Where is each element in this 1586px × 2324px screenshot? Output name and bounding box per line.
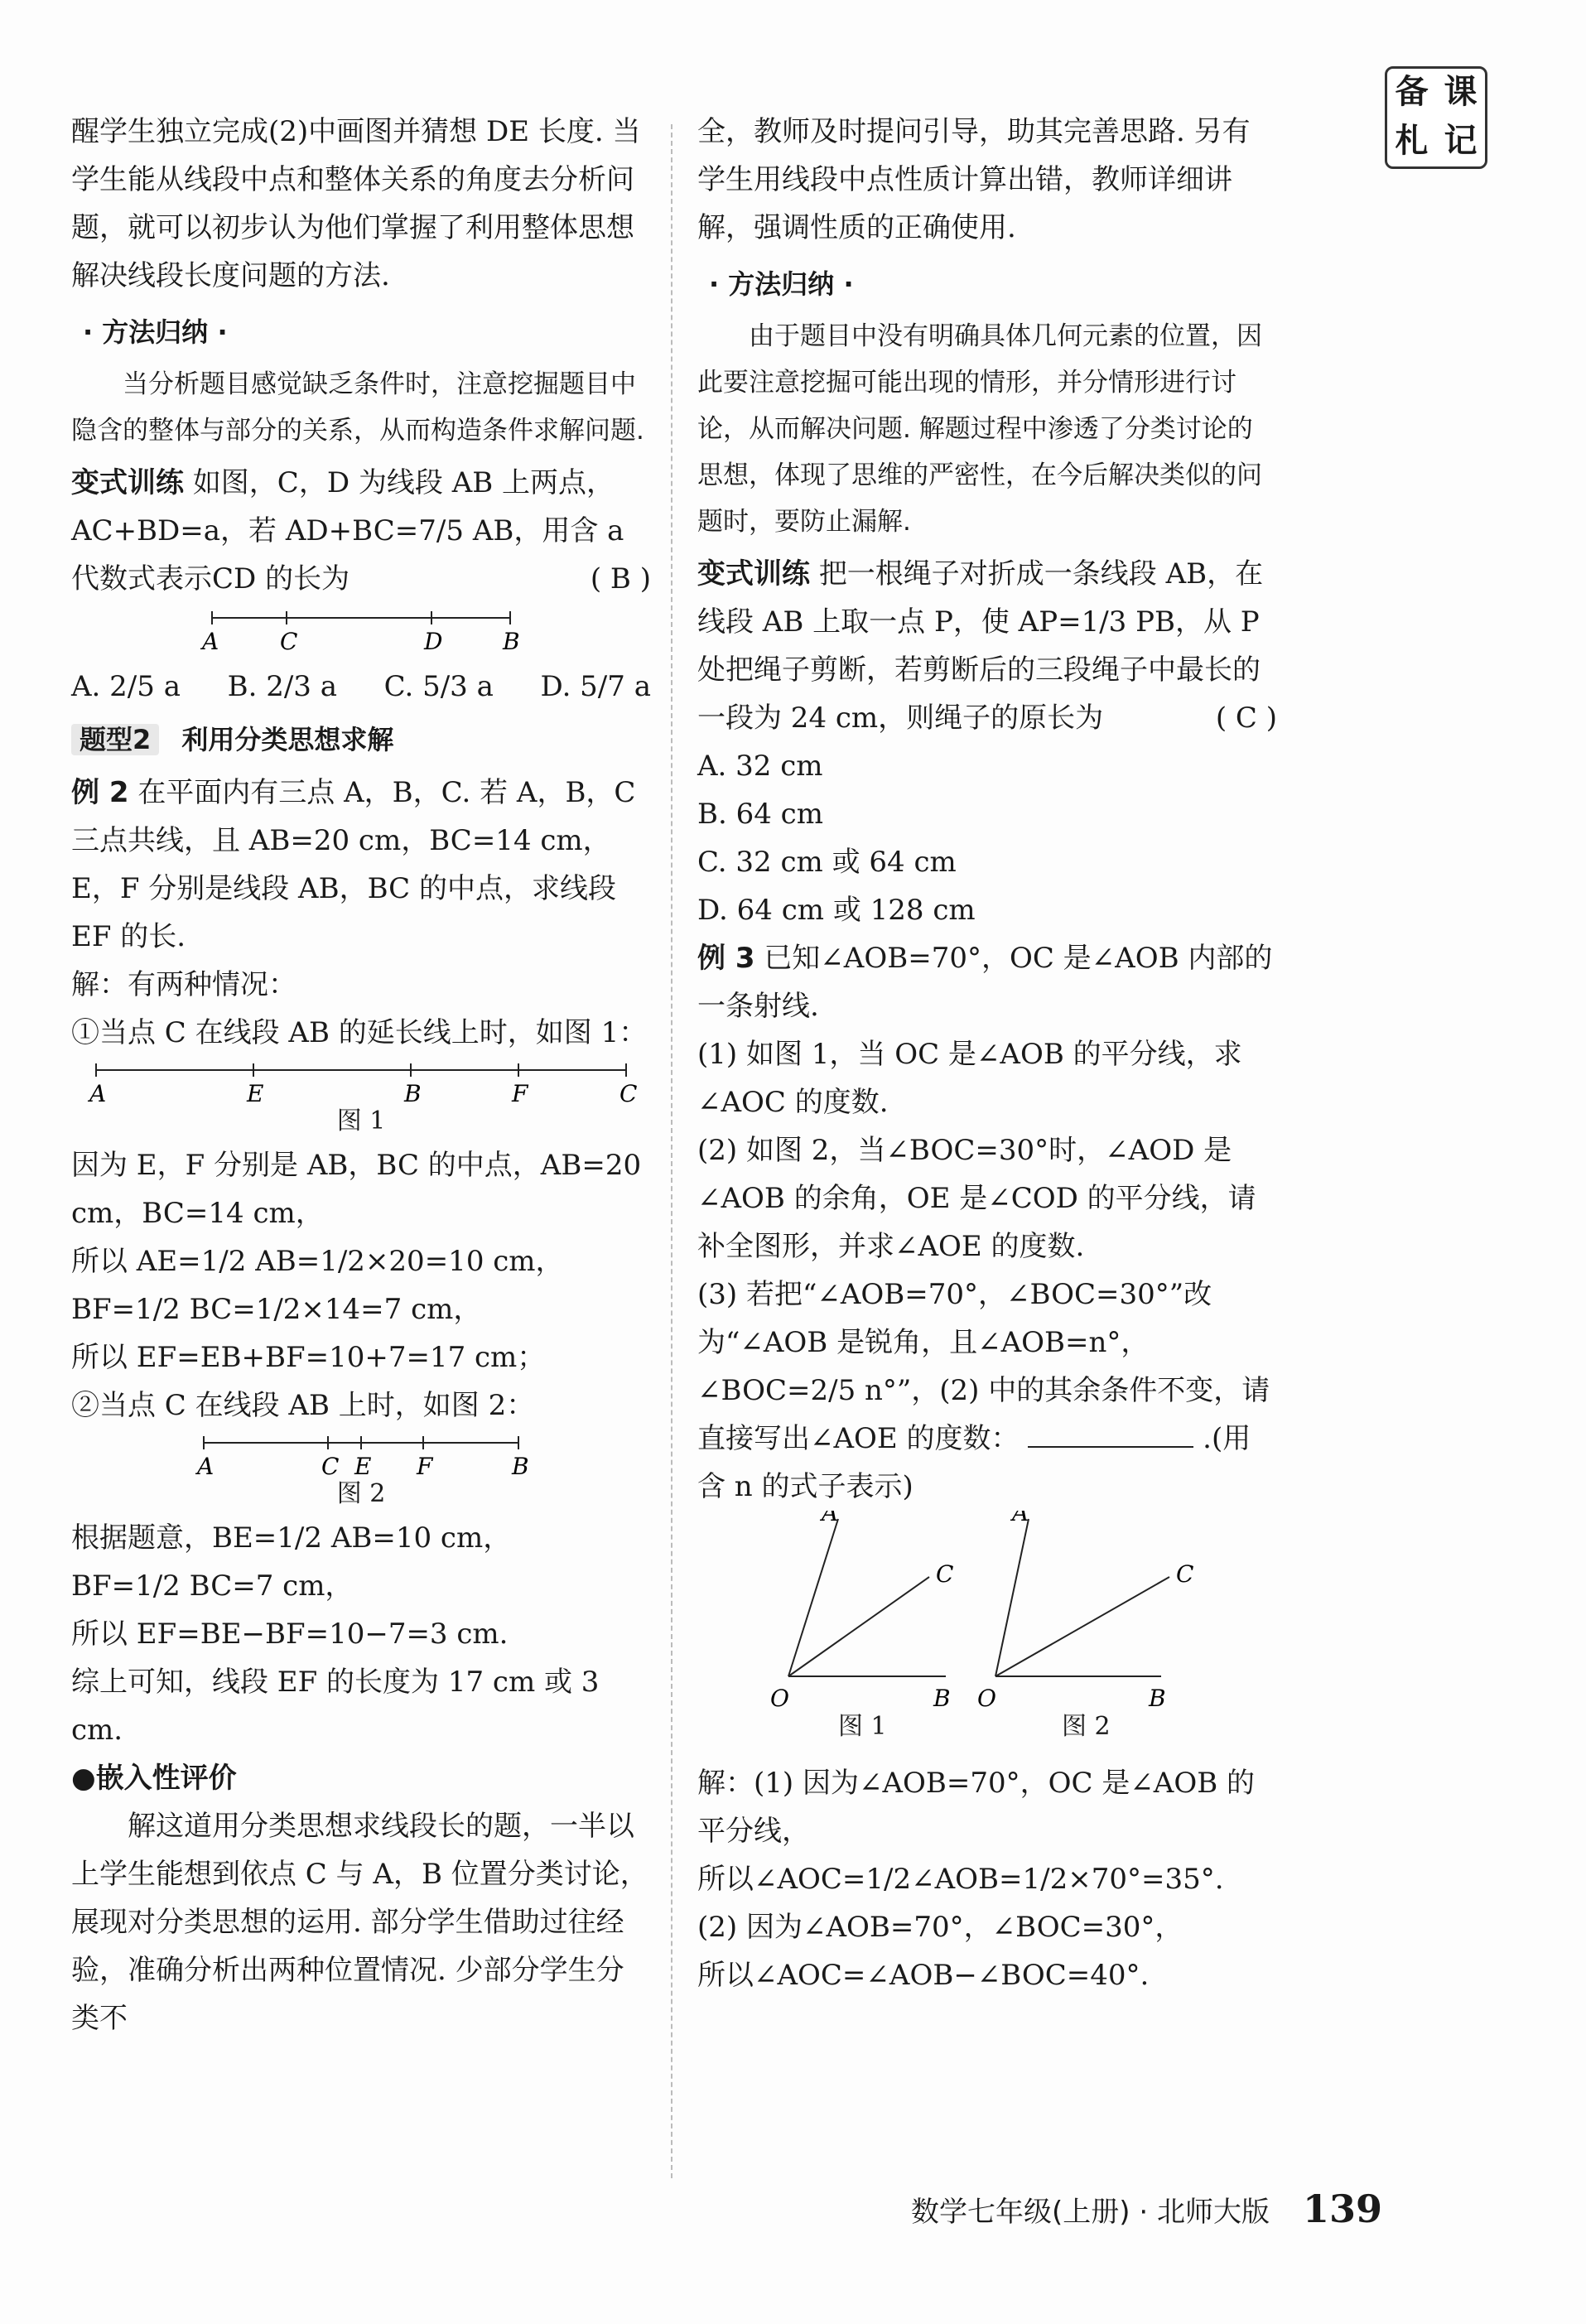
- point-label: C: [936, 1560, 954, 1588]
- question-2: (2) 如图 2，当∠BOC=30°时，∠AOD 是∠AOB 的余角，OE 是∠COD 的平分线，请补全图形，并求∠AOE 的度数.: [697, 1134, 1256, 1263]
- variant-text: 如图，C，D 为线段 AB 上两点，AC+BD=a，若 AD+BC=7/5 AB，用含 a 代数式表示CD 的长为: [71, 466, 624, 595]
- figure-1: [71, 1062, 651, 1136]
- book-title: 数学七年级(上册) · 北师大版: [911, 2195, 1270, 2229]
- point-label: B: [512, 1453, 529, 1480]
- point-label: B: [503, 628, 520, 655]
- solution-line: 所以∠AOC=1/2∠AOB=1/2×70°=35°.: [697, 1863, 1224, 1896]
- type-heading: [71, 716, 651, 764]
- left-column: [71, 108, 651, 2042]
- point-label: B: [933, 1685, 951, 1712]
- page-footer: [911, 2187, 1491, 2231]
- point-label: B: [1149, 1685, 1166, 1712]
- method-summary-text: 当分析题目感觉缺乏条件时，注意挖掘题目中隐含的整体与部分的关系，从而构造条件求解问题.: [71, 369, 644, 446]
- column-divider: [671, 124, 672, 2178]
- point-label: C: [619, 1080, 638, 1107]
- example-3: [697, 934, 1277, 1030]
- method-summary-title: · 方法归纳 ·: [709, 268, 854, 300]
- segment-figure: [71, 608, 651, 658]
- point-label: A: [89, 1080, 107, 1107]
- figure-2: [71, 1434, 651, 1509]
- point-label: D: [424, 628, 443, 655]
- angle-figure-2: [977, 1511, 1193, 1712]
- angle-diagram: [697, 1511, 1277, 1726]
- stamp-char: 札: [1395, 122, 1429, 160]
- example-text: 已知∠AOB=70°，OC 是∠AOB 内部的一条射线.: [697, 942, 1273, 1023]
- case-2: ②当点 C 在线段 AB 上时，如图 2：: [71, 1389, 535, 1422]
- segment-diagram-2: [71, 1434, 651, 1481]
- page-number: 139: [1302, 2187, 1382, 2231]
- point-label: A: [1012, 1511, 1029, 1526]
- point-label: A: [197, 1453, 215, 1480]
- stamp-char: 记: [1444, 122, 1478, 160]
- method-summary-text: 由于题目中没有明确具体几何元素的位置，因此要注意挖掘可能出现的情形，并分情形进行讨论，从而解决问题. 解题过程中渗透了分类讨论的思想，体现了思维的严密性，在今后解决类似的问题时，要防止漏解.: [697, 321, 1262, 537]
- point-label: E: [354, 1453, 372, 1480]
- point-label: A: [202, 628, 219, 655]
- case-1: ①当点 C 在线段 AB 的延长线上时，如图 1：: [71, 1016, 648, 1049]
- solution-line: (2) 因为∠AOB=70°，∠BOC=30°，: [697, 1911, 1183, 1944]
- case-1-line: 所以 EF=EB+BF=10+7=17 cm；: [71, 1341, 546, 1374]
- case-2-line: 所以 EF=BE−BF=10−7=3 cm.: [71, 1618, 509, 1651]
- variant-label: 变式训练: [697, 557, 810, 591]
- option: B. 64 cm: [697, 798, 823, 831]
- case-1-line: 因为 E，F 分别是 AB，BC 的中点，AB=20 cm，BC=14 cm，: [71, 1149, 642, 1230]
- figure-caption: 图 1: [838, 1712, 887, 1741]
- segment-diagram-1: [71, 1062, 651, 1108]
- point-label: C: [1176, 1560, 1194, 1588]
- point-label: C: [280, 628, 298, 655]
- type-tag: 题型2: [71, 724, 159, 755]
- case-1-line: 所以 AE=1/2 AB=1/2×20=10 cm，BF=1/2 BC=1/2×14=7 cm，: [71, 1245, 564, 1326]
- paragraph: 全，教师及时提问引导，助其完善思路. 另有学生用线段中点性质计算出错，教师详细讲解，强调性质的正确使用.: [697, 115, 1251, 244]
- point-label: O: [770, 1685, 789, 1712]
- point-label: E: [247, 1080, 264, 1107]
- options-row: [71, 663, 651, 711]
- question-3-text: (3) 若把“∠AOB=70°，∠BOC=30°”改为“∠AOB 是锐角，且∠AOB=n°，∠BOC=2/5 n°”，(2) 中的其余条件不变，请直接写出∠AOE 的度数：: [697, 1278, 1270, 1455]
- variant-answer: ( C ): [1215, 702, 1277, 735]
- example-2: [71, 769, 651, 961]
- angle-figures: [697, 1511, 1277, 1759]
- segment-diagram: [71, 608, 651, 658]
- figure-caption: 图 1: [336, 1107, 386, 1135]
- solution-line: 所以∠AOC=∠AOB−∠BOC=40°.: [697, 1959, 1150, 1992]
- evaluation-text: 解这道用分类思想求线段长的题，一半以上学生能想到依点 C 与 A，B 位置分类讨论，展现对分类思想的运用. 部分学生借助过往经验，准确分析出两种位置情况. 少部分学生分类不: [71, 1810, 648, 2035]
- variant-answer: ( B ): [590, 562, 651, 595]
- lesson-notes-stamp: [1385, 66, 1487, 169]
- example-label: 例 3: [697, 942, 755, 975]
- angle-figure-1: [770, 1511, 953, 1712]
- summary: 综上可知，线段 EF 的长度为 17 cm 或 3 cm.: [71, 1666, 600, 1747]
- point-label: B: [404, 1080, 422, 1107]
- paragraph: 醒学生独立完成(2)中画图并猜想 DE 长度. 当学生能从线段中点和整体关系的角度去分析问题，就可以初步认为他们掌握了利用整体思想解决线段长度问题的方法.: [71, 115, 641, 292]
- right-column: [697, 108, 1277, 1999]
- case-2-line: BF=1/2 BC=7 cm，: [71, 1569, 354, 1603]
- option: D. 64 cm 或 128 cm: [697, 894, 976, 927]
- point-label: F: [512, 1080, 528, 1107]
- answer-blank[interactable]: [1028, 1421, 1193, 1448]
- variant-label: 变式训练: [71, 466, 184, 499]
- case-2-line: 根据题意，BE=1/2 AB=10 cm，: [71, 1521, 512, 1555]
- point-label: O: [977, 1685, 996, 1712]
- option: A. 32 cm: [697, 750, 823, 783]
- evaluation-title: ●嵌入性评价: [71, 1762, 237, 1795]
- option: D. 5/7 a: [540, 670, 651, 703]
- point-label: C: [321, 1453, 340, 1480]
- question-3: [697, 1270, 1277, 1511]
- example-label: 例 2: [71, 776, 129, 809]
- type-title: 利用分类思想求解: [181, 724, 394, 755]
- variant-exercise: [71, 459, 651, 603]
- figure-caption: 图 2: [336, 1479, 386, 1508]
- option: A. 2/5 a: [71, 670, 181, 703]
- solution-line: 解：(1) 因为∠AOB=70°，OC 是∠AOB 的平分线，: [697, 1767, 1256, 1848]
- question-1: (1) 如图 1，当 OC 是∠AOB 的平分线，求∠AOC 的度数.: [697, 1038, 1242, 1119]
- question-3-tail: .(用含 n 的式子表示): [697, 1422, 1251, 1503]
- stamp-char: 备: [1395, 73, 1429, 111]
- method-summary-title: · 方法归纳 ·: [83, 316, 228, 348]
- option: C. 5/3 a: [383, 670, 494, 703]
- figure-caption: 图 2: [1062, 1712, 1111, 1741]
- point-label: A: [822, 1511, 839, 1526]
- solution-intro: 解：有两种情况：: [71, 968, 296, 1001]
- example-text: 在平面内有三点 A，B，C. 若 A，B，C 三点共线，且 AB=20 cm，BC=14 cm，E，F 分别是线段 AB，BC 的中点，求线段 EF 的长.: [71, 776, 636, 953]
- variant-exercise: [697, 550, 1277, 742]
- point-label: F: [417, 1453, 433, 1480]
- option: C. 32 cm 或 64 cm: [697, 846, 957, 879]
- option: B. 2/3 a: [227, 670, 338, 703]
- stamp-char: 课: [1444, 73, 1478, 111]
- variant-text: 把一根绳子对折成一条线段 AB，在线段 AB 上取一点 P，使 AP=1/3 PB，从 P 处把绳子剪断，若剪断后的三段绳子中最长的一段为 24 cm，则绳子的原长为: [697, 557, 1264, 735]
